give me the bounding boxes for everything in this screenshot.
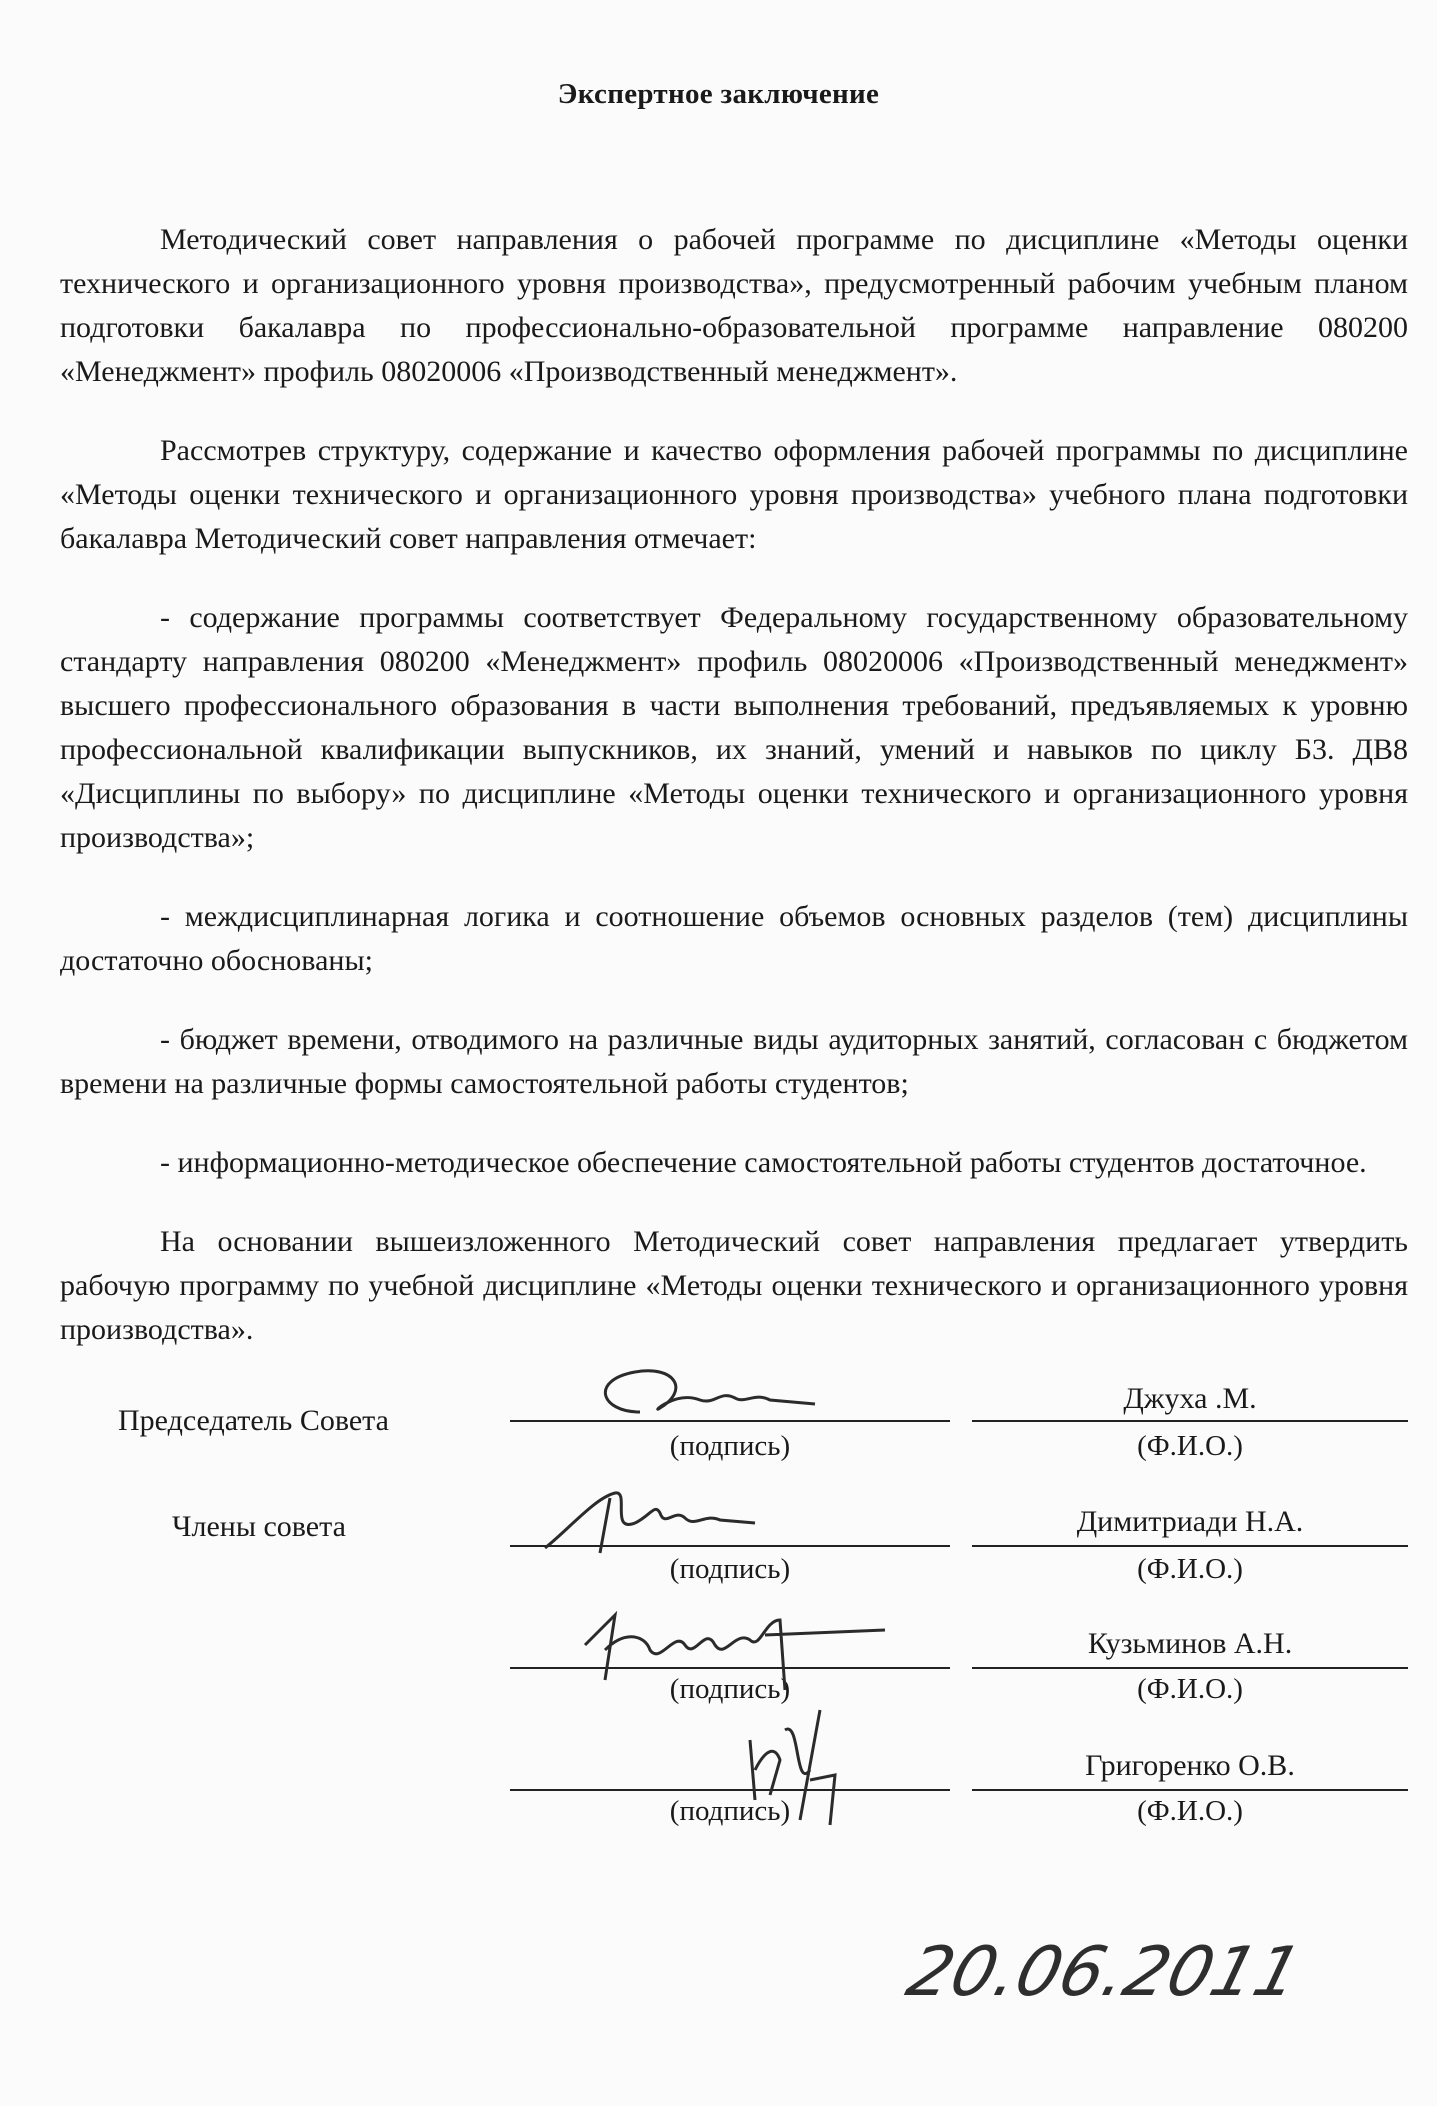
chair-role-label: Председатель Совета (118, 1404, 389, 1437)
signature-caption: (подпись) (669, 1430, 791, 1462)
handwritten-signature-3 (565, 1590, 885, 1700)
name-caption: (Ф.И.О.) (1137, 1553, 1243, 1585)
person-name: Димитриади Н.А. (1076, 1505, 1304, 1538)
paragraph-review: Рассмотрев структуру, содержание и качество оформления рабочей программы по дисциплине «Методы оценки технического и организационного уровня производства» учебного плана подготовки бакалавра Методический совет направления отмечает: (60, 434, 1408, 555)
signature-caption: (подпись) (669, 1795, 791, 1827)
signature-line (510, 1789, 950, 1791)
paragraph-item-standard: - содержание программы соответствует Федеральному государственному образовательному стандарту направления 080200 «Менеджмент» профиль 08020006 «Производственный менеджмент» высшего профессионального образования в части выполнения требований, предъявляемых к уровню профессиональной квалификации выпускников, их знаний, умений и навыков по циклу Б3. ДВ8 «Дисциплины по выбору» по дисциплине «Методы оценки технического и организационного уровня производства»; (60, 601, 1408, 854)
signature-caption: (подпись) (669, 1673, 791, 1705)
paragraph-item-budget: - бюджет времени, отводимого на различные виды аудиторных занятий, согласован с бюджетом времени на различные формы самостоятельной работы студентов; (60, 1023, 1408, 1100)
name-line (972, 1545, 1408, 1547)
handwritten-date (899, 1915, 1310, 2025)
handwritten-signature-4 (740, 1700, 870, 1830)
name-caption: (Ф.И.О.) (1137, 1430, 1243, 1462)
name-line (972, 1789, 1408, 1791)
paragraph-item-logic: - междисциплинарная логика и соотношение объемов основных разделов (тем) дисциплины достаточно обоснованы; (60, 900, 1408, 977)
person-name: Григоренко О.В. (1085, 1749, 1295, 1782)
person-name: Джуха .М. (1123, 1382, 1257, 1415)
signature-caption: (подпись) (669, 1553, 791, 1585)
name-caption: (Ф.И.О.) (1137, 1795, 1243, 1827)
name-line (972, 1667, 1408, 1669)
person-name: Кузьминов А.Н. (1087, 1627, 1293, 1660)
document-title: Экспертное заключение (557, 78, 880, 110)
handwritten-signature-1 (580, 1360, 820, 1430)
name-line (972, 1420, 1408, 1422)
paragraph-intro: Методический совет направления о рабочей программе по дисциплине «Методы оценки технического и организационного уровня производства», предусмотренный рабочим учебным планом подготовки бакалавра по профессионально-образовательной программе направление 080200 «Менеджмент» профиль 08020006 «Производственный менеджмент». (60, 223, 1408, 388)
document-body (60, 218, 1408, 1387)
handwritten-date-text: 20.06.2011 (899, 1933, 1310, 2012)
handwritten-signature-2 (540, 1478, 760, 1568)
paragraph-conclusion: На основании вышеизложенного Методический совет направления предлагает утвердить рабочую программу по учебной дисциплине «Методы оценки технического и организационного уровня производства». (60, 1225, 1408, 1346)
name-caption: (Ф.И.О.) (1137, 1673, 1243, 1705)
paragraph-item-support: - информационно-методическое обеспечение самостоятельной работы студентов достаточное. (160, 1146, 1367, 1179)
members-role-label: Члены совета (172, 1510, 346, 1543)
